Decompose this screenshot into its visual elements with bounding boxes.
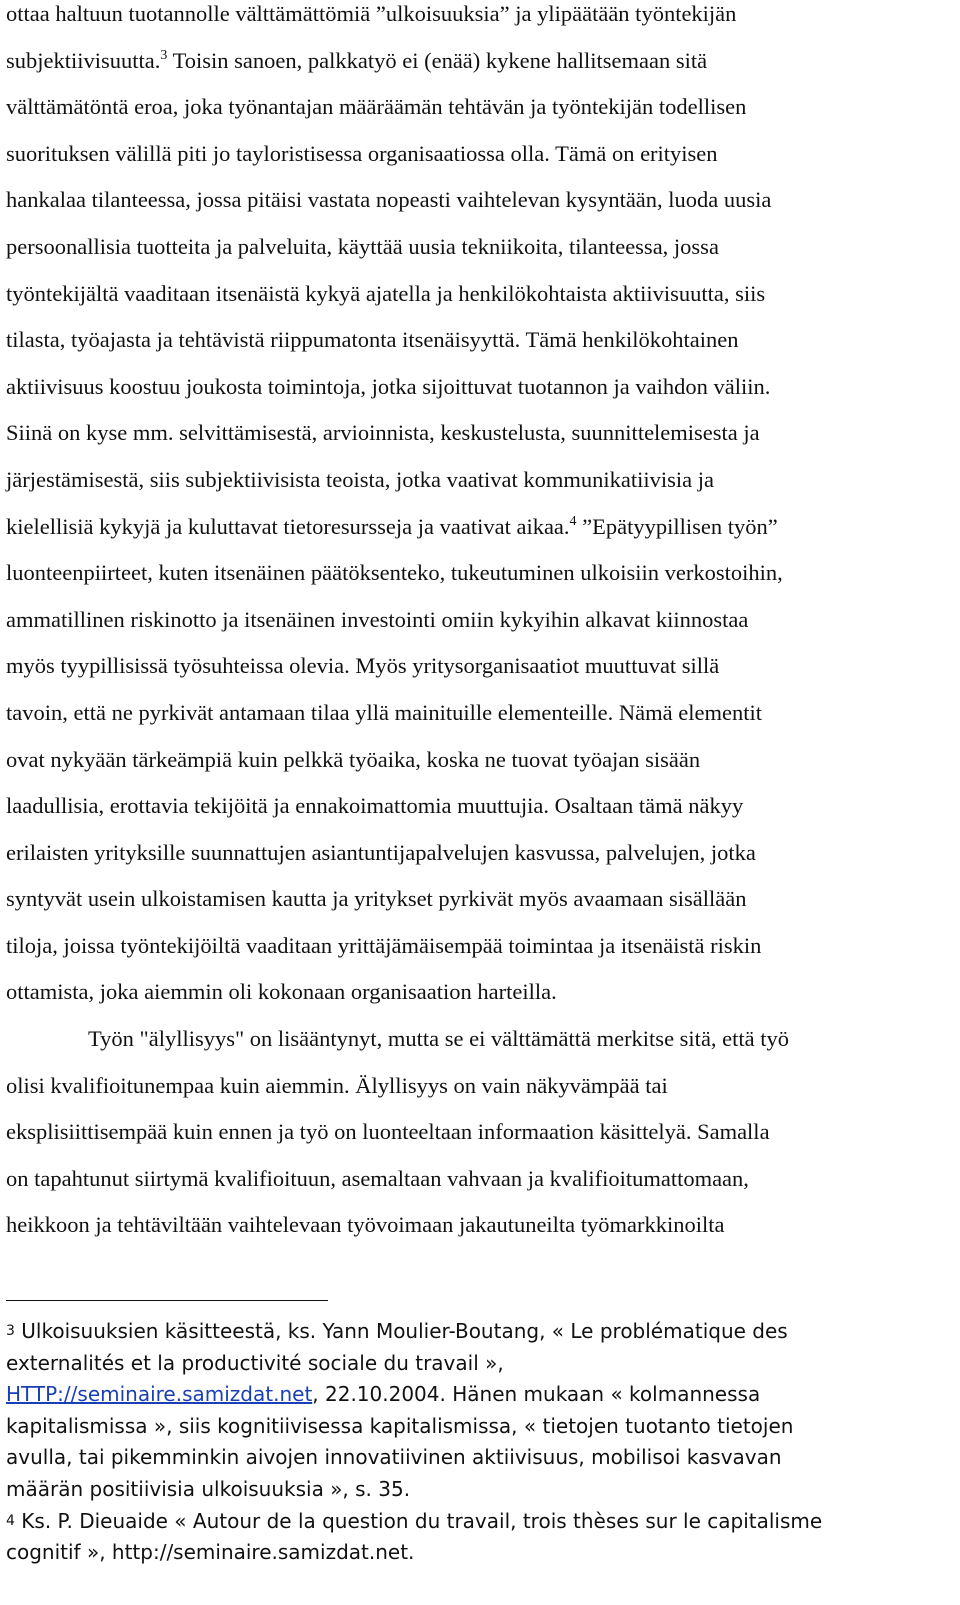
paragraph-start-line: Työn "älyllisyys" on lisääntynyt, mutta se ei välttämättä merkitse sitä, että työ: [88, 1026, 790, 1052]
text-line: Siinä on kyse mm. selvittämisestä, arvioinnista, keskustelusta, suunnittelemisesta ja: [6, 420, 760, 446]
text-line: myös tyypillisissä työsuhteissa olevia. Myös yritysorganisaatiot muuttuvat sillä: [6, 653, 720, 679]
footnote-text: Ks. P. Dieuaide « Autour de la question du travail, trois thèses sur le capitalisme: [21, 1508, 823, 1533]
footnote-ref-4[interactable]: 4: [569, 513, 577, 529]
text-line: [6, 38, 946, 85]
footnote-text-line: määrän positiivisia ulkoisuuksia », s. 35.: [6, 1476, 411, 1501]
text-line: hankalaa tilanteessa, jossa pitäisi vastata nopeasti vaihtelevan kysyntään, luoda uusia: [6, 187, 772, 213]
footnote-text-line: avulla, tai pikemminkin aivojen innovatiivinen aktiivisuus, mobilisoi kasvavan: [6, 1445, 782, 1470]
text-line: [6, 504, 946, 551]
footnote-text: Ulkoisuuksien käsitteestä, ks. Yann Moulier-Boutang, « Le problématique des: [21, 1319, 788, 1343]
footnote-text-line: kapitalismissa », siis kognitiivisessa kapitalismissa, « tietojen tuotanto tietojen: [6, 1413, 794, 1438]
text-line: ovat nykyään tärkeämpiä kuin pelkkä työaika, koska ne tuovat työajan sisään: [6, 746, 701, 772]
main-text: [6, 0, 946, 1249]
footnote-mark-4: 4: [6, 1512, 15, 1529]
text-line: tavoin, että ne pyrkivät antamaan tilaa yllä mainituille elementeille. Nämä elementit: [6, 699, 762, 725]
text-line: eksplisiittisempää kuin ennen ja työ on luonteeltaan informaation käsittelyä. Samalla: [6, 1119, 770, 1145]
text-segment: Toisin sanoen, palkkatyö ei (enää) kykene hallitsemaan sitä: [172, 47, 708, 73]
text-line: ottaa haltuun tuotannolle välttämättömiä ”ulkoisuuksia” ja ylipäätään työntekijän: [6, 1, 737, 26]
footnote-text-line: externalités et la productivité sociale du travail »,: [6, 1350, 504, 1375]
text-line: persoonallisia tuotteita ja palveluita, käyttää uusia tekniikoita, tilanteessa, jossa: [6, 233, 719, 259]
text-segment: kielellisiä kykyjä ja kuluttavat tietoresursseja ja vaativat aikaa.: [6, 513, 570, 539]
text-line: laadullisia, erottavia tekijöitä ja ennakoimattomia muuttujia. Osaltaan tämä näkyy: [6, 793, 744, 819]
text-line: ammatillinen riskinotto ja itsenäinen investointi omiin kykyihin alkavat kiinnostaa: [6, 606, 749, 632]
footnote-3: [6, 1316, 946, 1348]
text-segment: ”Epätyypillisen työn”: [582, 513, 778, 539]
text-line: ottamista, joka aiemmin oli kokonaan organisaation harteilla.: [6, 979, 557, 1005]
text-segment: subjektiivisuutta.: [6, 47, 161, 73]
footnote-ref-3[interactable]: 3: [160, 47, 168, 63]
text-line: aktiivisuus koostuu joukosta toimintoja, jotka sijoittuvat tuotannon ja vaihdon väliin.: [6, 373, 771, 399]
footnotes: [6, 1316, 946, 1569]
text-line: syntyvät usein ulkoistamisen kautta ja yritykset pyrkivät myös avaamaan sisällään: [6, 886, 747, 912]
footnote-4: [6, 1506, 946, 1538]
footnote-text: , 22.10.2004. Hänen mukaan « kolmannessa: [312, 1382, 761, 1407]
footnote-divider: [6, 1300, 328, 1301]
text-line: luonteenpiirteet, kuten itsenäinen päätöksenteko, tukeutuminen ulkoisiin verkostoihin,: [6, 560, 783, 586]
text-line: suorituksen välillä piti jo tayloristisessa organisaatiossa olla. Tämä on erityisen: [6, 140, 718, 166]
text-line: välttämätöntä eroa, joka työnantajan määräämän tehtävän ja työntekijän todellisen: [6, 94, 747, 120]
text-line: heikkoon ja tehtäviltään vaihtelevaan työvoimaan jakautuneilta työmarkkinoilta: [6, 1212, 725, 1238]
footnote-text-line: [6, 1379, 946, 1411]
footnote-mark-3: 3: [6, 1323, 15, 1339]
text-line: tiloja, joissa työntekijöiltä vaaditaan yrittäjämäisempää toimintaa ja itsenäistä riskin: [6, 932, 762, 958]
text-line: järjestämisestä, siis subjektiivisista teoista, jotka vaativat kommunikatiivisia ja: [6, 466, 715, 492]
text-line: erilaisten yrityksille suunnattujen asiantuntijapalvelujen kasvussa, palvelujen, jotka: [6, 839, 756, 865]
text-line: on tapahtunut siirtymä kvalifioituun, asemaltaan vahvaan ja kvalifioitumattomaan,: [6, 1165, 749, 1191]
text-line: olisi kvalifioitunempaa kuin aiemmin. Älyllisyys on vain näkyvämpää tai: [6, 1072, 668, 1098]
footnote-text-line: cognitif », http://seminaire.samizdat.net.: [6, 1540, 415, 1565]
text-line: tilasta, työajasta ja tehtävistä riippumatonta itsenäisyyttä. Tämä henkilökohtainen: [6, 327, 739, 353]
text-line: työntekijältä vaaditaan itsenäistä kykyä ajatella ja henkilökohtaista aktiivisuutta, siis: [6, 280, 766, 306]
footnote-link[interactable]: HTTP://seminaire.samizdat.net: [6, 1382, 313, 1407]
